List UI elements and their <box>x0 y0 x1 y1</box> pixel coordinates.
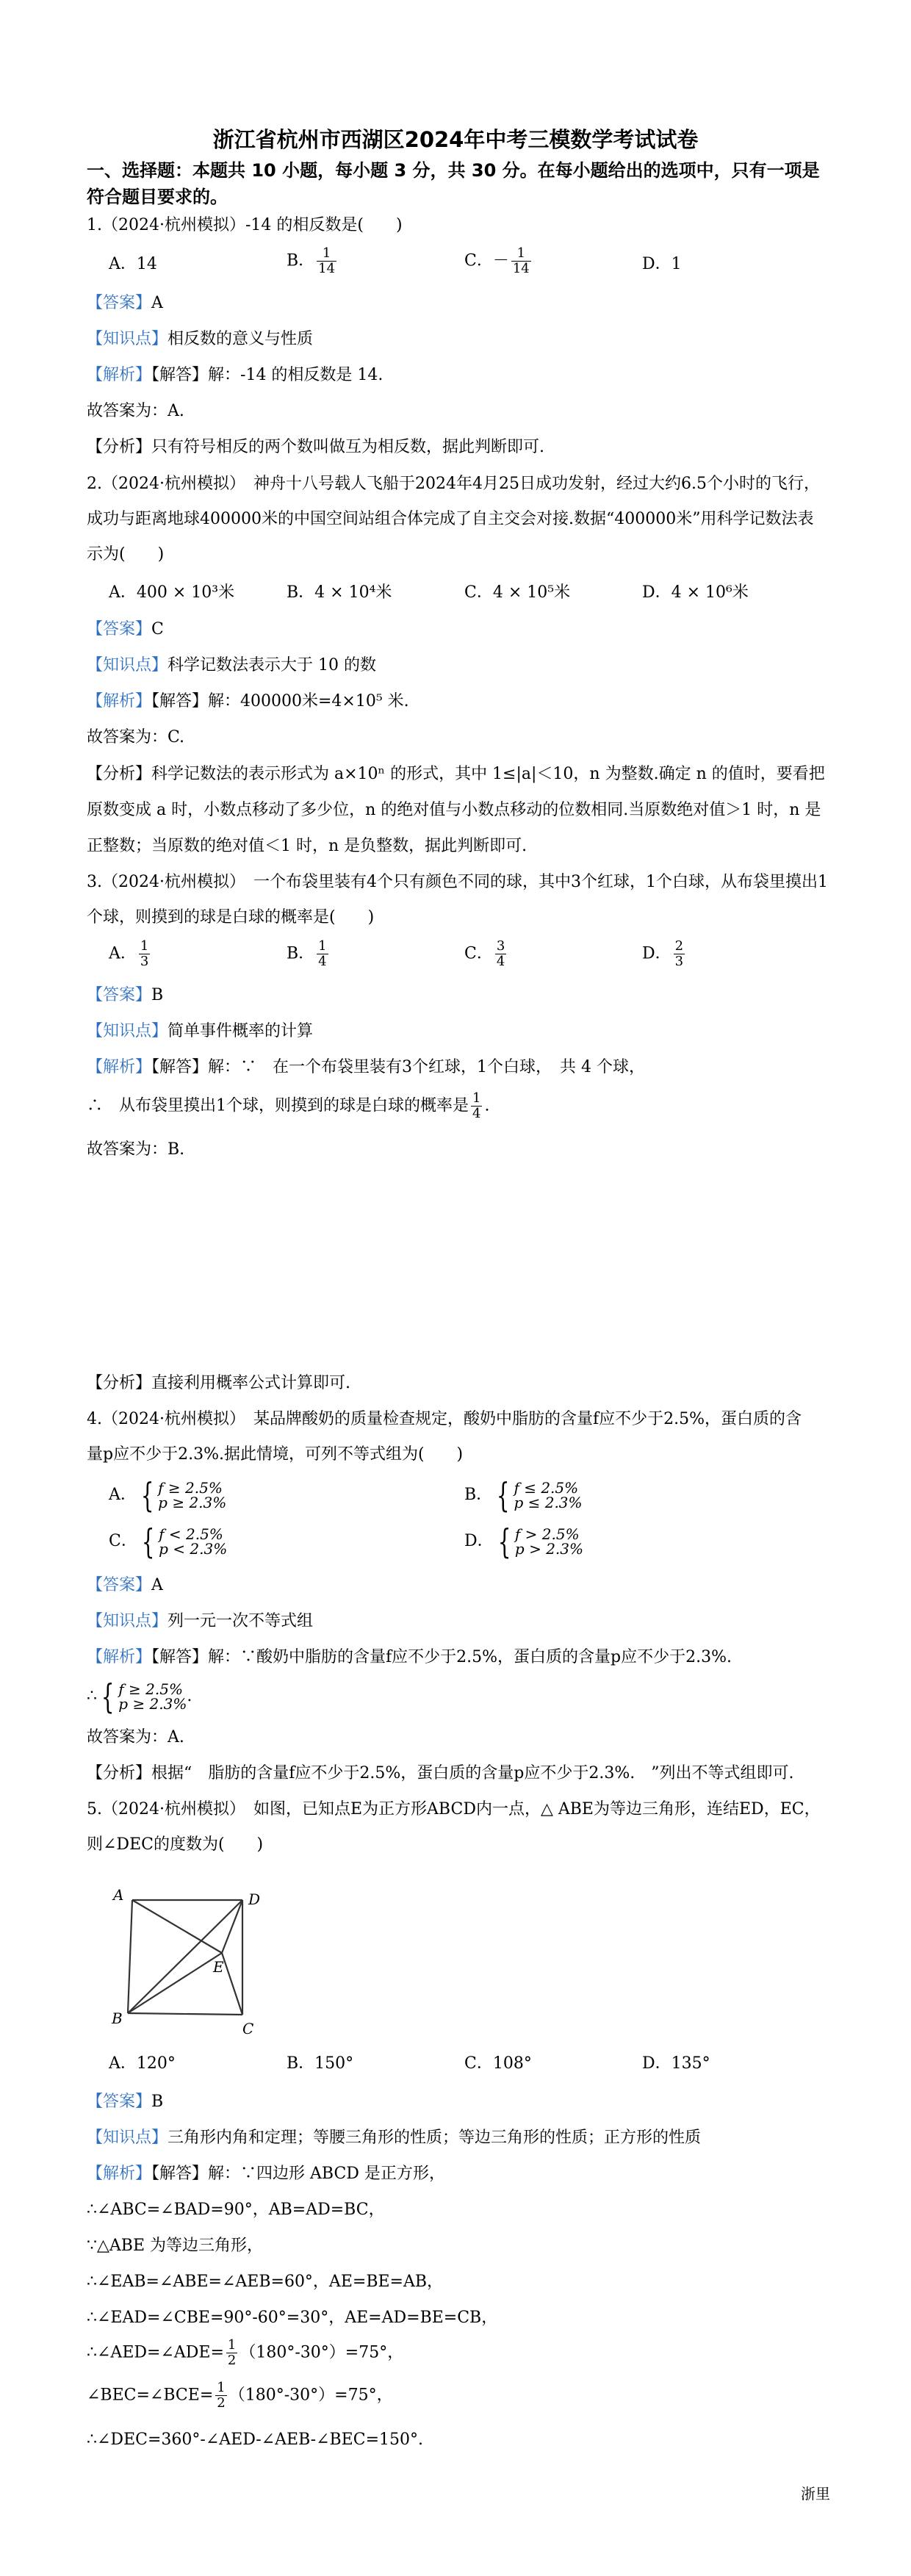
label-a: A <box>113 1888 124 1904</box>
q5-option-b: B．150° <box>287 2054 354 2073</box>
q3-option-d: D． $\frac{2}{3}$ <box>642 938 684 969</box>
segment-ed <box>222 1900 242 1953</box>
label-b: B <box>112 2010 123 2027</box>
segment-ec <box>222 1953 242 2015</box>
q2-stem-line2: 成功与距离地球400000米的中国空间站组合体完成了自主交会对接.数据“400000米”用科学记数法表 <box>87 510 814 528</box>
q3-stem-line1: 3.（2024·杭州模拟） 一个布袋里装有4个只有颜色不同的球，其中3个红球，1个白球，从布袋里摸出1 <box>87 873 828 891</box>
q3-option-b: B． $\frac{1}{4}$ <box>287 938 327 969</box>
q5-option-a: A．120° <box>109 2054 176 2073</box>
q4-option-c: C． { f < 2.5% p < 2.3% <box>109 1522 228 1561</box>
q3-analysis2: ∴ 从布袋里摸出1个球，则摸到的球是白球的概率是 $\frac{1}{4}$ . <box>87 1090 490 1121</box>
q3-fenxi: 【分析】直接利用概率公式计算即可. <box>87 1374 351 1392</box>
q4-therefore-system: ∴ { f ≥ 2.5% p ≥ 2.3% . <box>87 1677 192 1716</box>
q4-option-d: D． { f > 2.5% p > 2.3% <box>464 1522 584 1561</box>
q1-option-d: D．1 <box>642 255 682 273</box>
q5-option-c: C．108° <box>464 2054 532 2073</box>
q4-answer: 【答案】A <box>87 1576 163 1594</box>
q3-analysis: 【解析】【解答】解：∵ 在一个布袋里装有3个红球，1个白球， 共 4 个球， <box>87 1058 645 1076</box>
q1-option-a: A．14 <box>109 255 157 273</box>
q4-fenxi: 【分析】根据“ 脂肪的含量f应不少于2.5%，蛋白质的含量p应不少于2.3%. ”列出不等式组即可. <box>87 1764 794 1782</box>
q3-conclusion: 故答案为：B. <box>87 1140 185 1159</box>
q4-option-a: A． { f ≥ 2.5% p ≥ 2.3% <box>109 1475 227 1515</box>
q3-option-a: A． $\frac{1}{3}$ <box>109 938 149 969</box>
section-heading-line2: 符合题目要求的。 <box>87 187 228 207</box>
diagonal-bd <box>128 1900 242 2013</box>
segment-be <box>128 1953 222 2013</box>
q4-analysis: 【解析】【解答】解：∵酸奶中脂肪的含量f应不少于2.5%，蛋白质的含量p应不少于2.3%. <box>87 1648 732 1666</box>
q5-step-1: 【解析】【解答】解：∵四边形 ABCD 是正方形， <box>87 2165 445 2183</box>
q1-stem: 1.（2024·杭州模拟）-14 的相反数是( ) <box>87 216 403 234</box>
q1-fenxi: 【分析】只有符号相反的两个数叫做互为相反数，据此判断即可. <box>87 438 545 456</box>
section-heading-line1: 一、选择题：本题共 10 小题，每小题 3 分，共 30 分。在每小题给出的选项中，只有一项是 <box>87 160 820 181</box>
page-footer: 浙里 <box>801 2485 830 2503</box>
q5-step-8: ∴∠DEC=360°-∠AED-∠AEB-∠BEC=150°. <box>87 2431 423 2449</box>
edge-cb <box>128 2013 242 2015</box>
q4-option-b: B． { f ≤ 2.5% p ≤ 2.3% <box>464 1475 583 1515</box>
q3-stem-line2: 个球，则摸到的球是白球的概率是( ) <box>87 908 375 927</box>
q4-stem-line1: 4.（2024·杭州模拟） 某品牌酸奶的质量检查规定，酸奶中脂肪的含量f应不少于2.5%，蛋白质的含 <box>87 1410 802 1428</box>
q4-knowledge: 【知识点】列一元一次不等式组 <box>87 1612 314 1630</box>
q3-option-c: C． $\frac{3}{4}$ <box>464 938 505 969</box>
q2-answer: 【答案】C <box>87 620 164 638</box>
q4-conclusion: 故答案为：A. <box>87 1728 184 1746</box>
edge-ba <box>128 1900 132 2013</box>
q2-analysis: 【解析】【解答】解：400000米=4×10⁵ 米. <box>87 692 409 710</box>
label-e: E <box>213 1958 224 1976</box>
q2-option-b: B．4 × 10⁴米 <box>287 583 392 602</box>
q2-conclusion: 故答案为：C. <box>87 728 185 746</box>
q2-option-d: D．4 × 10⁶米 <box>642 583 749 602</box>
q5-step-2: ∴∠ABC=∠BAD=90°，AB=AD=BC， <box>87 2201 385 2219</box>
q3-answer: 【答案】B <box>87 986 164 1004</box>
q5-stem-line1: 5.（2024·杭州模拟） 如图，已知点E为正方形ABCD内一点，△ ABE为等边三角形，连结ED，EC， <box>87 1800 821 1818</box>
q5-step-3: ∵△ABE 为等边三角形， <box>87 2237 264 2255</box>
label-c: C <box>242 2020 254 2037</box>
q5-stem-line2: 则∠DEC的度数为( ) <box>87 1835 264 1854</box>
q5-option-d: D．135° <box>642 2054 710 2073</box>
q5-step-6: ∴∠AED=∠ADE= $\frac{1}{2}$ （180°-30°）=75°， <box>87 2337 404 2368</box>
q1-option-b: B． $\frac{1}{14}$ <box>287 245 336 276</box>
q5-step-5: ∴∠EAD=∠CBE=90°-60°=30°，AE=AD=BE=CB， <box>87 2309 498 2327</box>
q1-analysis: 【解析】【解答】解：-14 的相反数是 14. <box>87 366 384 384</box>
q1-option-c: C．－ $\frac{1}{14}$ <box>464 245 530 276</box>
q2-option-a: A．400 × 10³米 <box>109 583 235 602</box>
segment-ae <box>132 1900 222 1953</box>
q3-knowledge: 【知识点】简单事件概率的计算 <box>87 1022 314 1040</box>
q5-knowledge: 【知识点】三角形内角和定理；等腰三角形的性质；等边三角形的性质；正方形的性质 <box>87 2129 702 2147</box>
q2-stem-line3: 示为( ) <box>87 545 165 564</box>
q5-answer: 【答案】B <box>87 2093 164 2111</box>
q2-stem-line1: 2.（2024·杭州模拟） 神舟十八号载人飞船于2024年4月25日成功发射，经过大约6.5个小时的飞行， <box>87 475 820 493</box>
q2-fenxi: 【分析】科学记数法的表示形式为 a×10ⁿ 的形式，其中 1≤|a|＜10，n 为整数.确定 n 的值时，要看把原数变成 a 时，小数点移动了多少位，n 的绝对值与小数点移动的位数相同.当原数绝对值＞1 时，n 是正整数；当原数的绝对值＜1 时，n 是负整数，据此判断即可. <box>87 765 825 855</box>
q2-option-c: C．4 × 10⁵米 <box>464 583 571 602</box>
square-figure <box>110 1888 287 2043</box>
q5-step-4: ∴∠EAB=∠ABE=∠AEB=60°，AE=BE=AB， <box>87 2273 444 2291</box>
label-d: D <box>248 1890 261 1908</box>
q1-answer: 【答案】A <box>87 294 163 312</box>
q4-stem-line2: 量p应不少于2.3%.据此情境，可列不等式组为( ) <box>87 1445 464 1464</box>
q2-knowledge: 【知识点】科学记数法表示大于 10 的数 <box>87 656 376 674</box>
q1-conclusion: 故答案为：A. <box>87 402 184 420</box>
q5-step-7: ∠BEC=∠BCE= $\frac{1}{2}$ （180°-30°）=75°， <box>87 2380 393 2411</box>
page-title: 浙江省杭州市西湖区2024年中考三模数学考试试卷 <box>212 127 699 152</box>
q1-knowledge: 【知识点】相反数的意义与性质 <box>87 330 314 348</box>
